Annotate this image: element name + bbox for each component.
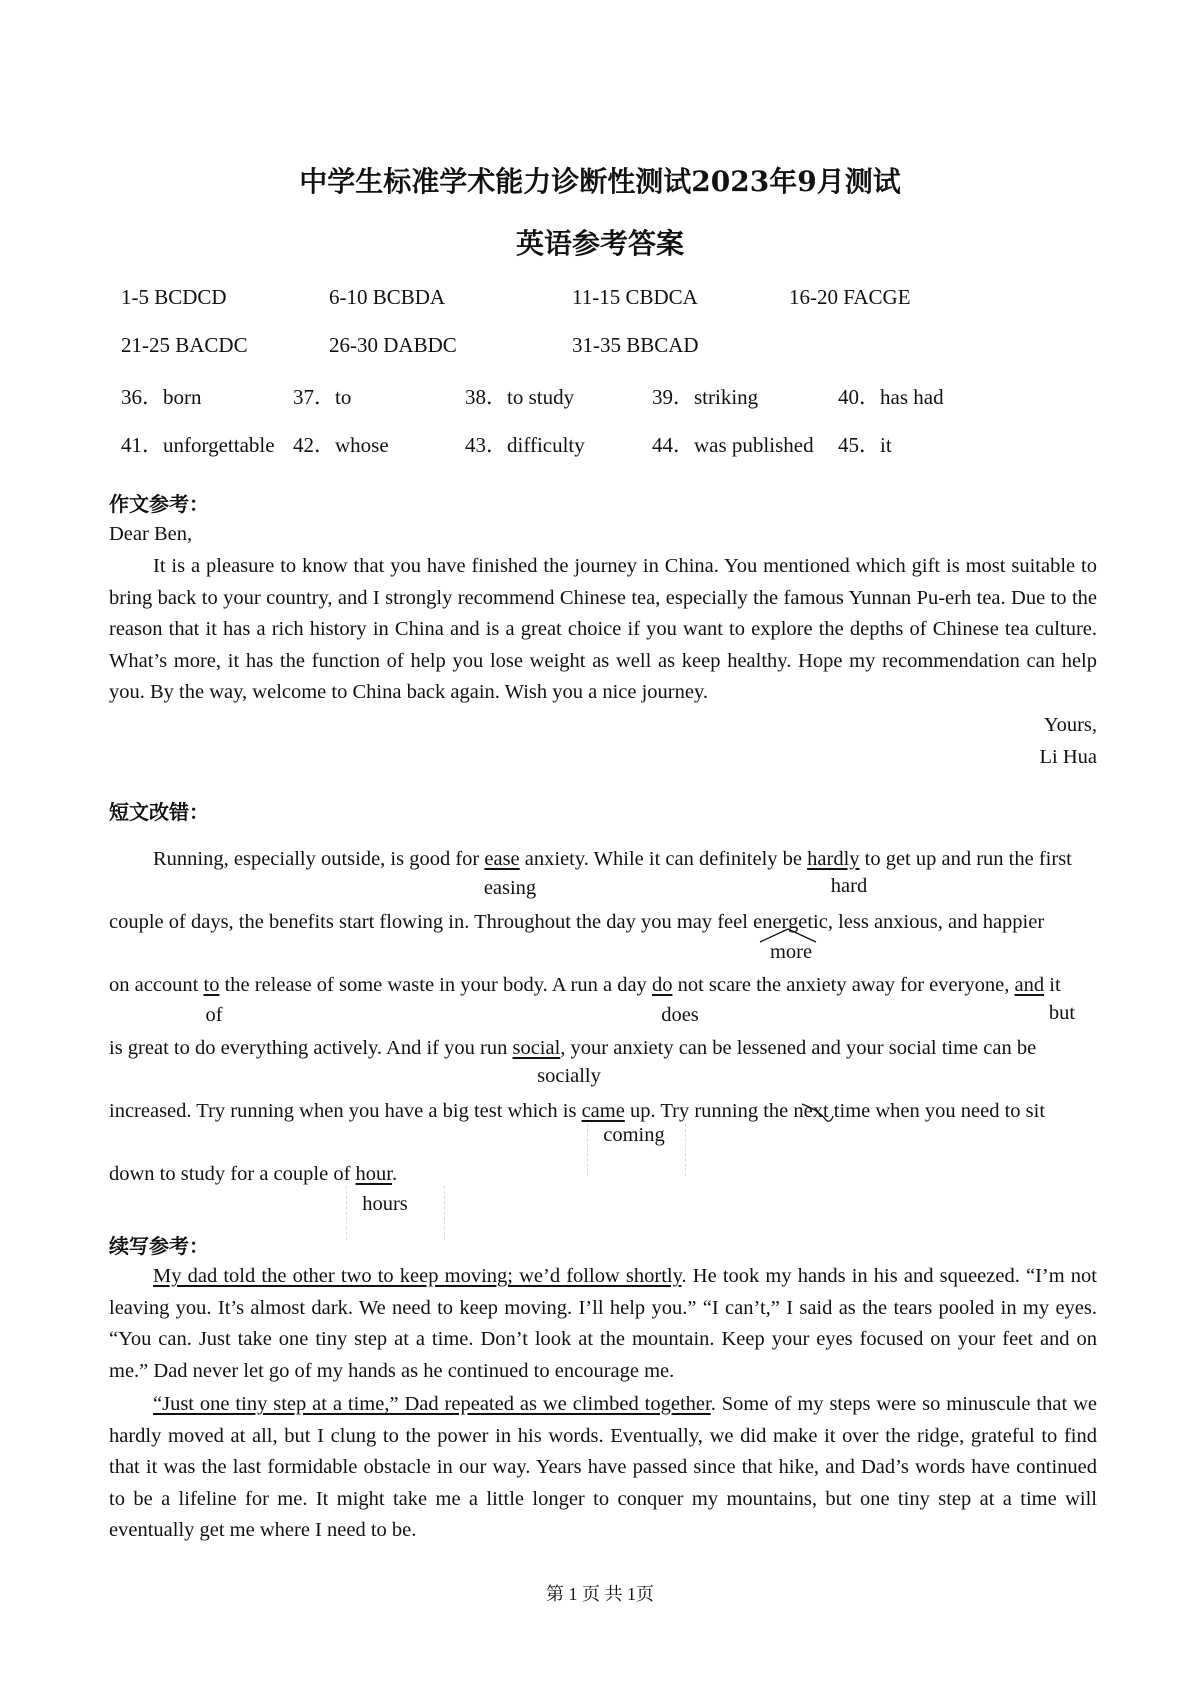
answer-box-guide	[587, 1124, 686, 1176]
answer-item: 42．whose	[293, 433, 389, 457]
page-subtitle: 英语参考答案	[515, 227, 684, 260]
error-word: to	[203, 974, 220, 996]
text-run: on account to the release of some waste in your body. A run a day do not scare the anxiety away for everyone, and it	[109, 974, 1061, 996]
error-word: ease	[484, 848, 520, 870]
continuation-paragraph: My dad told the other two to keep moving; we’d follow shortly. He took my hands in his and squeezed. “I’m not leaving you. It’s almost dark. We need to keep moving. I’ll help you.” “I can’t,” I said as the tears pooled in my eyes. “You can. Just take one tiny step at a time. Don’t look at the mountain. Keep your eyes focused on your feet and on me.” Dad never let go of my hands as he continued to encourage me.	[109, 1265, 1098, 1382]
correction-word: coming	[603, 1124, 665, 1146]
answer-box-guide	[346, 1186, 445, 1240]
text-run: couple of days, the benefits start flowing in. Throughout the day you may feel energetic, less anxious, and happier	[109, 911, 1045, 933]
continuation-paragraph: “Just one tiny step at a time,” Dad repeated as we climbed together. Some of my steps were so minuscule that we hardly moved at all, but I clung to the power in his words. Eventually, we did make it over the ridge, grateful to find that it was the last formidable obstacle in our way. Years have passed since that hike, and Dad’s words have continued to be a lifeline for me. It might take me a little longer to conquer my mountains, but one tiny step at a time will eventually get me where I need to be.	[109, 1393, 1097, 1542]
correction-word: easing	[483, 877, 537, 899]
answer-item: 44．was published	[652, 433, 814, 457]
correction-line	[109, 1100, 1097, 1123]
correction-word: hours	[362, 1193, 408, 1215]
correction-heading: 短文改错：	[109, 800, 209, 824]
correction-line	[109, 911, 1097, 934]
answer-item: 26-30 DABDC	[329, 333, 457, 357]
correction-line: down to study for a couple of hour.	[109, 1163, 398, 1185]
page-title: 中学生标准学术能力诊断性测试2023年9月测试	[299, 165, 901, 198]
answer-item: 36．born	[121, 385, 202, 409]
answer-item: 45．it	[838, 433, 892, 457]
error-word: and	[1014, 974, 1045, 996]
answer-item: 16-20 FACGE	[789, 285, 911, 309]
answer-item: 37．to	[293, 385, 352, 409]
answer-item: 31-35 BBCAD	[572, 333, 699, 357]
correction-word: does	[661, 1004, 699, 1026]
answer-item: 39．striking	[652, 385, 759, 409]
correction-word: but	[1048, 1002, 1076, 1024]
error-word: hour	[355, 1163, 392, 1185]
text-run: is great to do everything actively. And if you run social, your anxiety can be lessened and your social time can be	[109, 1037, 1037, 1059]
correction-word: more	[769, 941, 813, 963]
answer-item: 38．to study	[465, 385, 575, 409]
essay-body: It is a pleasure to know that you have finished the journey in China. You mentioned which gift is most suitable to bring back to your country, and I strongly recommend Chinese tea, especially the famous Yunnan Pu-erh tea. Due to the reason that it has a rich history in China and is a great choice if you want to explore the depths of Chinese tea culture. What’s more, it has the function of help you lose weight as well as keep healthy. Hope my recommendation can help you. By the way, welcome to China back again. Wish you a nice journey.	[109, 555, 1097, 704]
essay-closing: Yours,	[1043, 714, 1097, 736]
answer-item: 41．unforgettable	[121, 433, 275, 457]
error-word: hardly	[807, 848, 860, 870]
answer-item: 40．has had	[838, 385, 944, 409]
text-run: Running, especially outside, is good for ease anxiety. While it can definitely be hardly to get up and run the first	[153, 848, 1072, 870]
answer-item: 1-5 BCDCD	[121, 285, 227, 309]
answer-item: 21-25 BACDC	[121, 333, 248, 357]
correction-word: hard	[830, 875, 868, 897]
error-word: came	[581, 1100, 625, 1122]
deletion-mark-icon	[800, 1100, 836, 1124]
correction-word: socially	[537, 1065, 601, 1087]
essay-heading: 作文参考：	[109, 492, 209, 516]
correction-word: of	[205, 1004, 223, 1026]
answer-item: 6-10 BCBDA	[329, 285, 446, 309]
answer-item: 43．difficulty	[465, 433, 585, 457]
given-opening: “Just one tiny step at a time,” Dad repeated as we climbed together	[153, 1393, 711, 1415]
error-word: do	[651, 974, 673, 996]
page-footer: 第 1 页 共 1页	[546, 1584, 654, 1604]
given-opening: My dad told the other two to keep moving; we’d follow shortly	[153, 1265, 682, 1287]
correction-line	[109, 1037, 1097, 1060]
correction-line	[109, 974, 1097, 997]
deleted-word: the	[763, 1100, 789, 1122]
answer-item: 11-15 CBDCA	[572, 285, 698, 309]
error-word: social	[512, 1037, 561, 1059]
essay-signature: Li Hua	[1039, 746, 1097, 768]
continuation-heading: 续写参考：	[109, 1234, 209, 1258]
essay-greeting: Dear Ben,	[109, 523, 193, 545]
correction-line	[153, 848, 1097, 871]
text-run: increased. Try running when you have a big test which is came up. Try running the next time when you need to sit	[109, 1100, 1046, 1122]
